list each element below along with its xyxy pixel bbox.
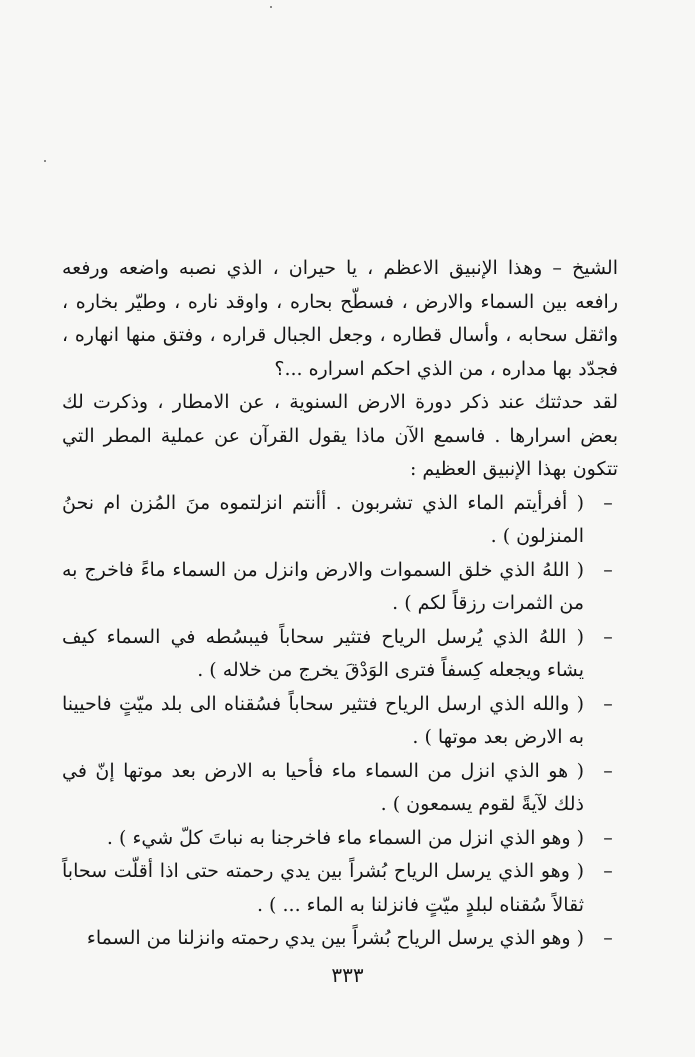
quran-verse-list [62, 487, 618, 956]
verse-text: ( وهو الذي يرسل الرياح بُشراً بين يدي رحمته حتى اذا أقلّت سحاباً ثقالاً سُقناه لبلدٍ ميّتٍ فانزلنا به الماء ... ) . [62, 860, 584, 916]
paragraph: لقد حدثتك عند ذكر دورة الارض السنوية ، عن الامطار ، وذكرت لك بعض اسرارها . فاسمع الآن ماذا يقول القرآن عن عملية المطر التي تتكون بهذا الإنبيق العظيم : [62, 391, 618, 480]
list-dash: – [603, 491, 613, 514]
verse-text: ( اللهُ الذي يُرسل الرياح فتثير سحاباً فيبسُطه في السماء كيف يشاء ويجعله كِسفاً فترى الوَدْقَ يخرج من خلاله ) . [62, 625, 584, 681]
verse-item [62, 688, 618, 755]
list-dash: – [603, 927, 613, 949]
list-dash: – [603, 692, 613, 715]
verse-item [62, 755, 618, 822]
verse-text: ( أفرأيتم الماء الذي تشربون . أأنتم انزلتموه منَ المُزن ام نحنُ المنزلون ) . [62, 491, 584, 547]
page-body [62, 252, 618, 956]
page-number: ٣٣٣ [331, 963, 364, 987]
verse-item [62, 855, 618, 922]
list-dash: – [603, 860, 613, 882]
list-dash: – [603, 826, 613, 849]
verse-text: ( وهو الذي يرسل الرياح بُشراً بين يدي رحمته وانزلنا من السماء [86, 927, 584, 949]
verse-item [62, 922, 618, 956]
list-dash: – [603, 625, 613, 648]
verse-item [62, 621, 618, 688]
verse-item [62, 487, 618, 554]
paragraph: الشيخ – وهذا الإنبيق الاعظم ، يا حيران ، الذي نصبه واضعه ورفعه رافعه بين السماء والارض ، فسطّح بحاره ، واوقد ناره ، وطيّر بخاره ، واثقل سحابه ، وأسال قطاره ، وجعل الجبال قراره ، وفتق منها انهاره ، فجدّد بها مداره ، من الذي احكم اسراره ...؟ [62, 257, 618, 380]
verse-item [62, 554, 618, 621]
scan-speck [44, 160, 46, 162]
verse-text: ( والله الذي ارسل الرياح فتثير سحاباً فسُقناه الى بلد ميّتٍ فاحيينا به الارض بعد موتها ) . [62, 692, 584, 748]
verse-item [62, 822, 618, 856]
verse-text: ( اللهُ الذي خلق السموات والارض وانزل من السماء ماءً فاخرج به من الثمرات رزقاً لكم ) . [62, 558, 584, 614]
verse-text: ( وهو الذي انزل من السماء ماء فاخرجنا به نباتَ كلّ شيء ) . [106, 826, 584, 849]
verse-text: ( هو الذي انزل من السماء ماء فأحيا به الارض بعد موتها إنّ في ذلك لآيةً لقوم يسمعون ) . [62, 759, 584, 815]
list-dash: – [603, 759, 613, 782]
list-dash: – [603, 558, 613, 581]
scan-speck [270, 6, 272, 8]
